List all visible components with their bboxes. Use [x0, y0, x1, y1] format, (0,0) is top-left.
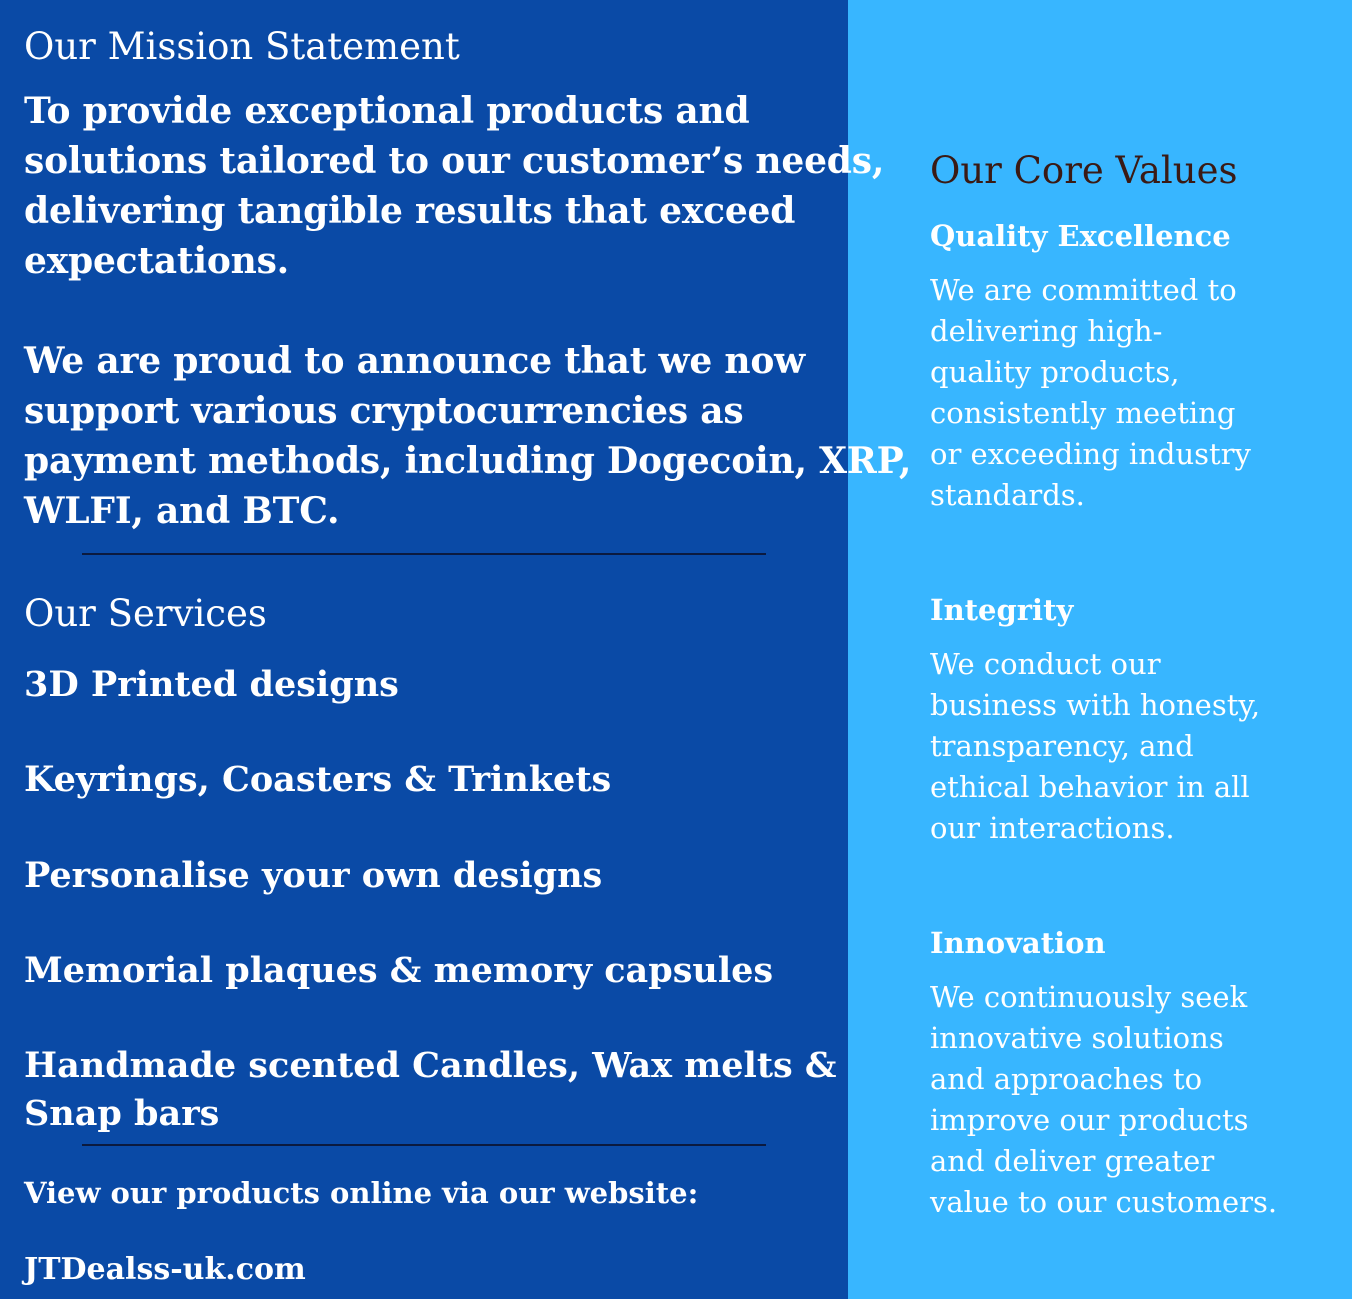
value-line: business with honesty, — [930, 688, 1261, 722]
service-line: Keyrings, Coasters & Trinkets — [24, 759, 612, 800]
service-line: Personalise your own designs — [24, 855, 603, 896]
value-line: and approaches to — [930, 1062, 1203, 1096]
mission-paragraph — [24, 86, 884, 286]
value-title-integrity: Integrity — [930, 593, 1074, 627]
value-description-integrity — [930, 644, 1260, 849]
value-title-innovation: Innovation — [930, 926, 1106, 960]
announcement-line: WLFI, and BTC. — [24, 490, 340, 532]
service-item — [24, 756, 611, 804]
service-item — [24, 947, 773, 995]
core-values-heading: Our Core Values — [930, 149, 1238, 192]
value-line: We continuously seek — [930, 980, 1248, 1014]
service-item — [24, 1042, 836, 1138]
mission-line: solutions tailored to our customer’s needs, — [24, 140, 885, 182]
service-line: Handmade scented Candles, Wax melts & — [24, 1045, 837, 1086]
announcement-line: We are proud to announce that we now — [24, 340, 805, 382]
value-line: transparency, and — [930, 729, 1194, 763]
mission-line: delivering tangible results that exceed — [24, 190, 796, 232]
service-line: 3D Printed designs — [24, 664, 399, 705]
value-line: standards. — [930, 478, 1085, 512]
value-line: and deliver greater — [930, 1144, 1215, 1178]
value-line: innovative solutions — [930, 1021, 1224, 1055]
mission-line: expectations. — [24, 240, 290, 282]
services-heading: Our Services — [24, 592, 267, 635]
service-line: Snap bars — [24, 1093, 220, 1134]
website-caption: View our products online via our website: — [24, 1176, 699, 1210]
service-item — [24, 852, 602, 900]
value-title-quality: Quality Excellence — [930, 219, 1231, 253]
value-line: delivering high- — [930, 314, 1163, 348]
mission-line: To provide exceptional products and — [24, 90, 750, 132]
value-line: ethical behavior in all — [930, 770, 1250, 804]
section-divider — [82, 553, 766, 555]
value-line: improve our products — [930, 1103, 1249, 1137]
value-line: value to our customers. — [930, 1185, 1278, 1219]
value-line: We are committed to — [930, 273, 1237, 307]
section-divider — [82, 1144, 766, 1146]
value-line: or exceeding industry — [930, 437, 1251, 471]
value-line: our interactions. — [930, 811, 1175, 845]
crypto-announcement — [24, 336, 911, 536]
announcement-line: payment methods, including Dogecoin, XRP, — [24, 440, 912, 482]
mission-heading: Our Mission Statement — [24, 25, 460, 68]
website-link[interactable]: JTDealss-uk.com — [24, 1252, 306, 1287]
value-line: quality products, — [930, 355, 1180, 389]
service-item — [24, 661, 399, 709]
value-description-innovation — [930, 977, 1277, 1223]
announcement-line: support various cryptocurrencies as — [24, 390, 744, 432]
value-line: We conduct our — [930, 647, 1161, 681]
value-line: consistently meeting — [930, 396, 1236, 430]
value-description-quality — [930, 270, 1251, 516]
service-line: Memorial plaques & memory capsules — [24, 950, 774, 991]
